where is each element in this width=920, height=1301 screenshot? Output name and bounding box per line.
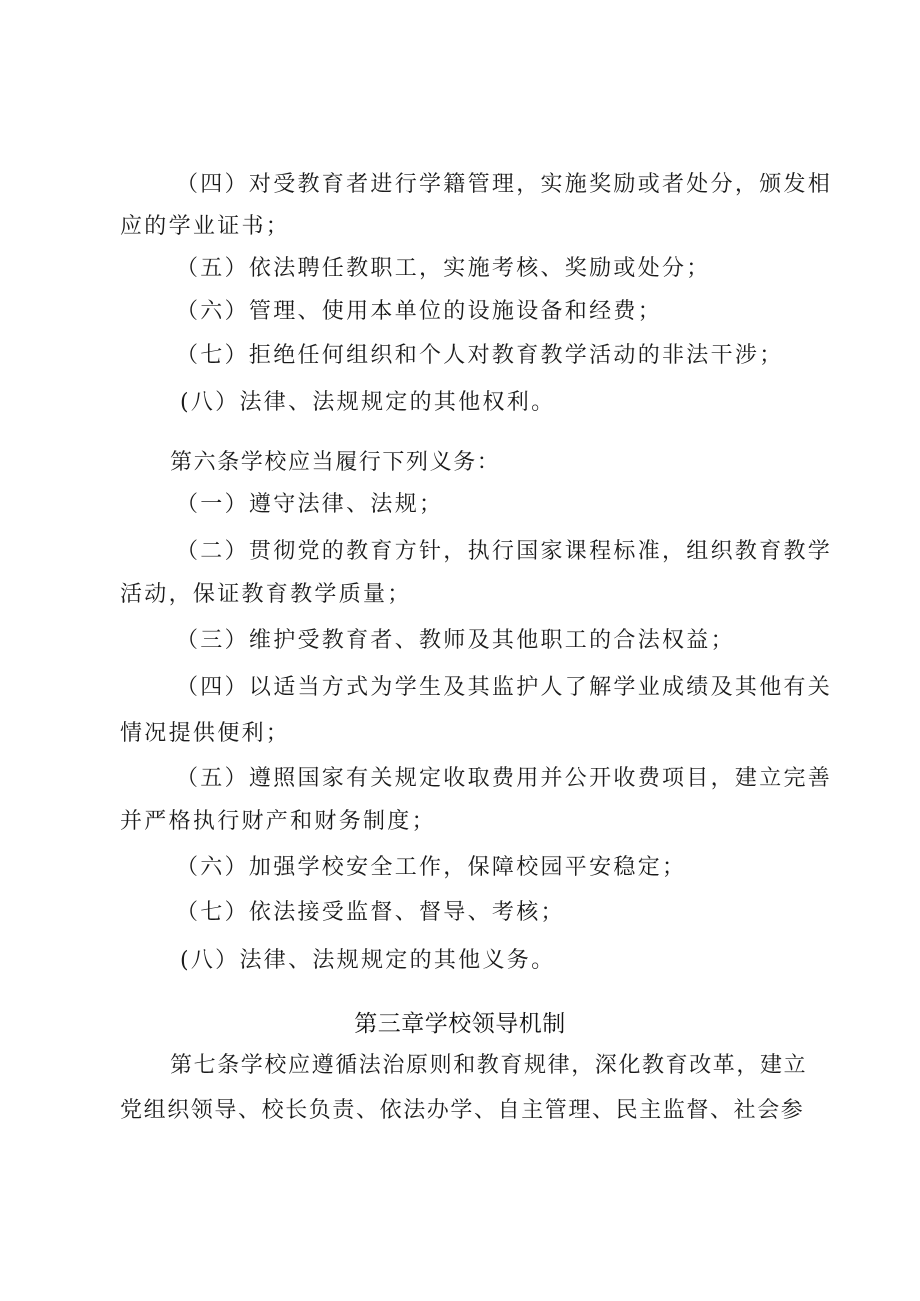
text-line: （五）依法聘任教职工，实施考核、奖励或处分； (176, 256, 711, 281)
text-line: （四）以适当方式为学生及其监护人了解学业成绩及其他有关 (176, 675, 833, 700)
text-line: 第七条学校应遵循法治原则和教育规律，深化教育改革，建立 (170, 1053, 808, 1078)
text-line: 党组织领导、校长负责、依法办学、自主管理、民主监督、社会参 (120, 1098, 805, 1123)
text-line: 并严格执行财产和财务制度； (120, 809, 436, 834)
text-line: （五）遵照国家有关规定收取费用并公开收费项目，建立完善 (176, 766, 833, 791)
text-line: （三）维护受教育者、教师及其他职工的合法权益； (176, 628, 735, 653)
text-line: （七）拒绝任何组织和个人对教育教学活动的非法干涉； (176, 343, 784, 368)
text-line: （四）对受教育者进行学籍管理，实施奖励或者处分，颁发相 (176, 172, 833, 197)
chapter-heading: 第三章学校领导机制 (354, 1011, 566, 1037)
text-line: (八）法律、法规规定的其他义务。 (180, 948, 556, 973)
text-line: （六）加强学校安全工作，保障校园平安稳定； (176, 855, 687, 880)
text-line: (八）法律、法规规定的其他权利。 (180, 390, 556, 415)
article-title: 第六条学校应当履行下列义务： (170, 450, 501, 475)
text-line: 活动，保证教育教学质量； (120, 582, 412, 607)
text-line: （七）依法接受监督、督导、考核； (176, 900, 565, 925)
text-line: 应的学业证书； (120, 214, 291, 239)
text-line: （二）贯彻党的教育方针，执行国家课程标准，组织教育教学 (176, 539, 833, 564)
text-line: 情况提供便利； (120, 721, 291, 746)
text-line: （六）管理、使用本单位的设施设备和经费； (176, 299, 663, 324)
text-line: （一）遵守法律、法规； (176, 492, 444, 517)
